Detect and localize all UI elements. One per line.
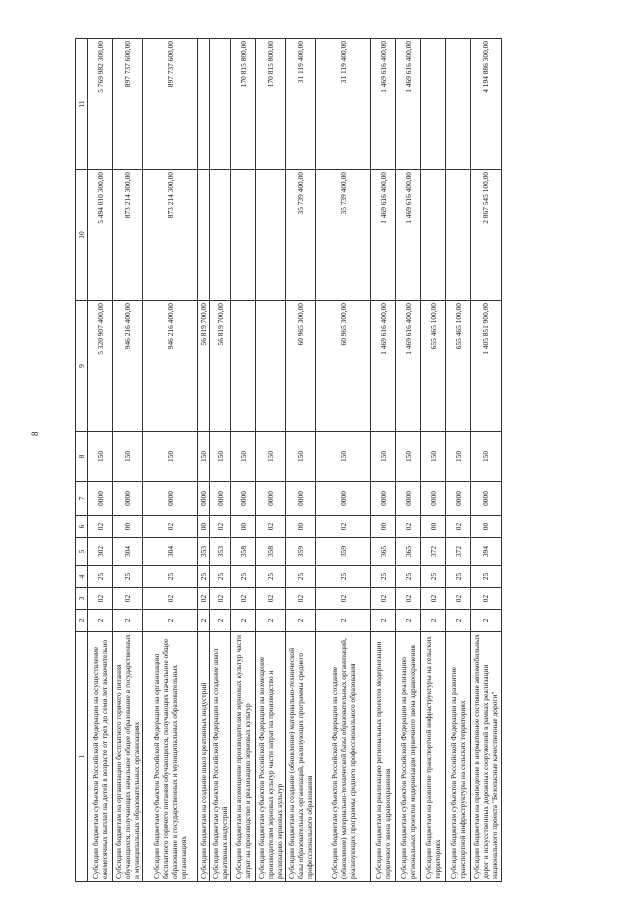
row-name: Субсидии бюджетам субъектов Российской Федерации на создание (обновление) материально-технической базы образовательных организаций, реализующих программы среднего профессионального образования	[316, 632, 371, 882]
cell-c10	[446, 170, 471, 301]
cell-c5: 353	[210, 538, 231, 566]
cell-c10	[256, 170, 286, 301]
cell-c2: 2	[113, 610, 143, 632]
cell-c11	[210, 39, 231, 170]
cell-c6: 00	[471, 516, 501, 538]
cell-c4: 25	[256, 566, 286, 588]
cell-c3: 02	[210, 588, 231, 610]
cell-c4: 25	[198, 566, 210, 588]
cell-c2: 2	[396, 610, 421, 632]
cell-c9: 60 965 300,00	[316, 301, 371, 432]
cell-c11	[421, 39, 446, 170]
cell-c4: 25	[396, 566, 421, 588]
cell-c6: 00	[198, 516, 210, 538]
cell-c8: 150	[471, 432, 501, 482]
cell-c4: 25	[371, 566, 396, 588]
cell-c9	[231, 301, 256, 432]
page-number: 8	[30, 431, 40, 436]
cell-c5: 365	[371, 538, 396, 566]
cell-c8: 150	[396, 432, 421, 482]
cell-c11: 1 469 616 400,00	[371, 39, 396, 170]
row-name: Субсидии бюджетам субъектов Российской Федерации на осуществление ежемесячных выплат на детей в возрасте от трех до семи лет включительно	[88, 632, 113, 882]
cell-c5: 302	[88, 538, 113, 566]
cell-c6: 00	[286, 516, 316, 538]
cell-c2: 2	[286, 610, 316, 632]
cell-c10	[421, 170, 446, 301]
table-row	[396, 39, 421, 882]
row-name: Субсидии бюджетам на возмещение производителям зерновых культур части затрат на производство и реализацию зерновых культур	[231, 632, 256, 882]
row-name: Субсидии бюджетам субъектов Российской Федерации на создание школ креативных индустрий	[210, 632, 231, 882]
cell-c2: 2	[316, 610, 371, 632]
cell-c6: 00	[113, 516, 143, 538]
cell-c10: 1 469 616 400,00	[371, 170, 396, 301]
cell-c9: 1 469 616 400,00	[371, 301, 396, 432]
column-header: 6	[76, 516, 88, 538]
cell-c11: 5 769 982 300,00	[88, 39, 113, 170]
cell-c10: 2 867 545 100,00	[471, 170, 501, 301]
table-row	[210, 39, 231, 882]
cell-c7: 0000	[198, 482, 210, 516]
cell-c6: 02	[446, 516, 471, 538]
cell-c2: 2	[371, 610, 396, 632]
cell-c6: 02	[88, 516, 113, 538]
cell-c3: 02	[143, 588, 198, 610]
cell-c7: 0000	[421, 482, 446, 516]
row-name: Субсидии бюджетам на организацию бесплатного горячего питания обучающихся, получающих начальное общее образование в государственных и муниципальных образовательных организациях	[113, 632, 143, 882]
table-row	[286, 39, 316, 882]
cell-c8: 150	[113, 432, 143, 482]
column-number-row	[76, 39, 88, 882]
table-row	[231, 39, 256, 882]
cell-c3: 02	[471, 588, 501, 610]
cell-c3: 02	[88, 588, 113, 610]
cell-c7: 0000	[471, 482, 501, 516]
cell-c11	[198, 39, 210, 170]
cell-c6: 00	[371, 516, 396, 538]
cell-c8: 150	[256, 432, 286, 482]
cell-c9: 946 216 400,00	[143, 301, 198, 432]
cell-c10: 5 494 010 300,00	[88, 170, 113, 301]
cell-c4: 25	[421, 566, 446, 588]
cell-c3: 02	[371, 588, 396, 610]
cell-c8: 150	[371, 432, 396, 482]
cell-c5: 358	[231, 538, 256, 566]
cell-c6: 02	[143, 516, 198, 538]
cell-c4: 25	[231, 566, 256, 588]
cell-c8: 150	[446, 432, 471, 482]
cell-c10	[231, 170, 256, 301]
table-row	[471, 39, 501, 882]
row-name: Субсидии бюджетам на создание (обновление) материально-технической базы образовательных организаций, реализующих программы среднего профессионального образования	[286, 632, 316, 882]
table-body	[88, 39, 501, 882]
cell-c3: 02	[316, 588, 371, 610]
cell-c7: 0000	[113, 482, 143, 516]
cell-c3: 02	[446, 588, 471, 610]
column-header: 4	[76, 566, 88, 588]
cell-c9: 56 819 700,00	[210, 301, 231, 432]
cell-c10: 1 469 616 400,00	[396, 170, 421, 301]
cell-c6: 02	[316, 516, 371, 538]
cell-c2: 2	[88, 610, 113, 632]
column-header: 9	[76, 301, 88, 432]
cell-c11: 897 737 600,00	[143, 39, 198, 170]
cell-c6: 02	[396, 516, 421, 538]
cell-c9	[256, 301, 286, 432]
cell-c11: 170 815 800,00	[256, 39, 286, 170]
cell-c6: 00	[421, 516, 446, 538]
cell-c6: 02	[210, 516, 231, 538]
cell-c2: 2	[256, 610, 286, 632]
budget-table	[75, 38, 502, 882]
cell-c5: 394	[471, 538, 501, 566]
column-header: 10	[76, 170, 88, 301]
cell-c11: 4 194 886 300,00	[471, 39, 501, 170]
cell-c3: 02	[113, 588, 143, 610]
cell-c8: 150	[316, 432, 371, 482]
cell-c4: 25	[143, 566, 198, 588]
cell-c10	[210, 170, 231, 301]
cell-c8: 150	[88, 432, 113, 482]
cell-c9: 56 819 700,00	[198, 301, 210, 432]
cell-c7: 0000	[396, 482, 421, 516]
row-name: Субсидии бюджетам субъектов Российской Федерации на реализацию региональных проектов модернизации первичного звена здравоохранения	[396, 632, 421, 882]
cell-c6: 02	[256, 516, 286, 538]
cell-c3: 02	[198, 588, 210, 610]
cell-c5: 365	[396, 538, 421, 566]
cell-c11: 1 469 616 400,00	[396, 39, 421, 170]
row-name: Субсидии бюджетам на приведение в нормативное состояние автомобильных дорог и искусственных дорожных сооружений в рамках реализации национального проекта "Безопасные качественные дороги"	[471, 632, 501, 882]
cell-c5: 304	[113, 538, 143, 566]
cell-c3: 02	[421, 588, 446, 610]
cell-c8: 150	[143, 432, 198, 482]
cell-c2: 2	[471, 610, 501, 632]
cell-c2: 2	[421, 610, 446, 632]
cell-c9: 5 320 907 400,00	[88, 301, 113, 432]
budget-table-container	[75, 39, 595, 882]
cell-c8: 150	[421, 432, 446, 482]
cell-c2: 2	[231, 610, 256, 632]
cell-c4: 25	[113, 566, 143, 588]
cell-c5: 372	[421, 538, 446, 566]
cell-c3: 02	[396, 588, 421, 610]
cell-c5: 359	[286, 538, 316, 566]
cell-c4: 25	[316, 566, 371, 588]
column-header: 11	[76, 39, 88, 170]
table-row	[446, 39, 471, 882]
cell-c9: 1 405 851 900,00	[471, 301, 501, 432]
cell-c5: 304	[143, 538, 198, 566]
row-name: Субсидии бюджетам на создание школ креативных индустрий	[198, 632, 210, 882]
cell-c8: 150	[198, 432, 210, 482]
cell-c5: 359	[316, 538, 371, 566]
row-name: Субсидии бюджетам на развитие транспортной инфраструктуры на сельских территориях	[421, 632, 446, 882]
table-row	[143, 39, 198, 882]
cell-c7: 0000	[88, 482, 113, 516]
cell-c11	[446, 39, 471, 170]
cell-c9: 946 216 400,00	[113, 301, 143, 432]
row-name: Субсидии бюджетам субъектов Российской Федерации на организацию бесплатного горячего питания обучающихся, получающих начальное общее образование в государственных и муниципальных образовательных организациях	[143, 632, 198, 882]
cell-c7: 0000	[446, 482, 471, 516]
cell-c7: 0000	[210, 482, 231, 516]
cell-c4: 25	[286, 566, 316, 588]
cell-c6: 00	[231, 516, 256, 538]
row-name: Субсидии бюджетам субъектов Российской Федерации на развитие транспортной инфраструктуры на сельских территориях	[446, 632, 471, 882]
cell-c3: 02	[256, 588, 286, 610]
cell-c11: 31 119 400,00	[286, 39, 316, 170]
cell-c10: 873 214 300,00	[113, 170, 143, 301]
cell-c4: 25	[471, 566, 501, 588]
column-header: 1	[76, 632, 88, 882]
row-name: Субсидии бюджетам субъектов Российской Федерации на возмещение производителям зерновых культур части затрат на производство и реализацию зерновых культур	[256, 632, 286, 882]
column-header: 7	[76, 482, 88, 516]
cell-c2: 2	[446, 610, 471, 632]
table-row	[88, 39, 113, 882]
table-row	[316, 39, 371, 882]
cell-c5: 372	[446, 538, 471, 566]
cell-c7: 0000	[256, 482, 286, 516]
cell-c7: 0000	[371, 482, 396, 516]
cell-c8: 150	[210, 432, 231, 482]
cell-c11: 170 815 800,00	[231, 39, 256, 170]
table-row	[256, 39, 286, 882]
cell-c7: 0000	[231, 482, 256, 516]
cell-c2: 2	[210, 610, 231, 632]
cell-c5: 358	[256, 538, 286, 566]
cell-c5: 353	[198, 538, 210, 566]
column-header: 3	[76, 588, 88, 610]
cell-c2: 2	[198, 610, 210, 632]
table-row	[198, 39, 210, 882]
table-row	[371, 39, 396, 882]
row-name: Субсидии бюджетам на реализацию региональных проектов модернизации первичного звена здравоохранения	[371, 632, 396, 882]
table-row	[113, 39, 143, 882]
cell-c4: 25	[210, 566, 231, 588]
cell-c9: 655 465 100,00	[421, 301, 446, 432]
cell-c10	[198, 170, 210, 301]
cell-c3: 02	[286, 588, 316, 610]
cell-c11: 31 119 400,00	[316, 39, 371, 170]
cell-c11: 897 737 600,00	[113, 39, 143, 170]
cell-c2: 2	[143, 610, 198, 632]
table-row	[421, 39, 446, 882]
cell-c10: 35 739 400,00	[316, 170, 371, 301]
cell-c10: 873 214 300,00	[143, 170, 198, 301]
cell-c9: 60 965 300,00	[286, 301, 316, 432]
cell-c8: 150	[286, 432, 316, 482]
column-header: 2	[76, 610, 88, 632]
cell-c7: 0000	[316, 482, 371, 516]
cell-c7: 0000	[286, 482, 316, 516]
cell-c8: 150	[231, 432, 256, 482]
cell-c9: 655 465 100,00	[446, 301, 471, 432]
cell-c4: 25	[446, 566, 471, 588]
cell-c9: 1 469 616 400,00	[396, 301, 421, 432]
cell-c3: 02	[231, 588, 256, 610]
cell-c10: 35 739 400,00	[286, 170, 316, 301]
cell-c7: 0000	[143, 482, 198, 516]
column-header: 5	[76, 538, 88, 566]
cell-c4: 25	[88, 566, 113, 588]
column-header: 8	[76, 432, 88, 482]
